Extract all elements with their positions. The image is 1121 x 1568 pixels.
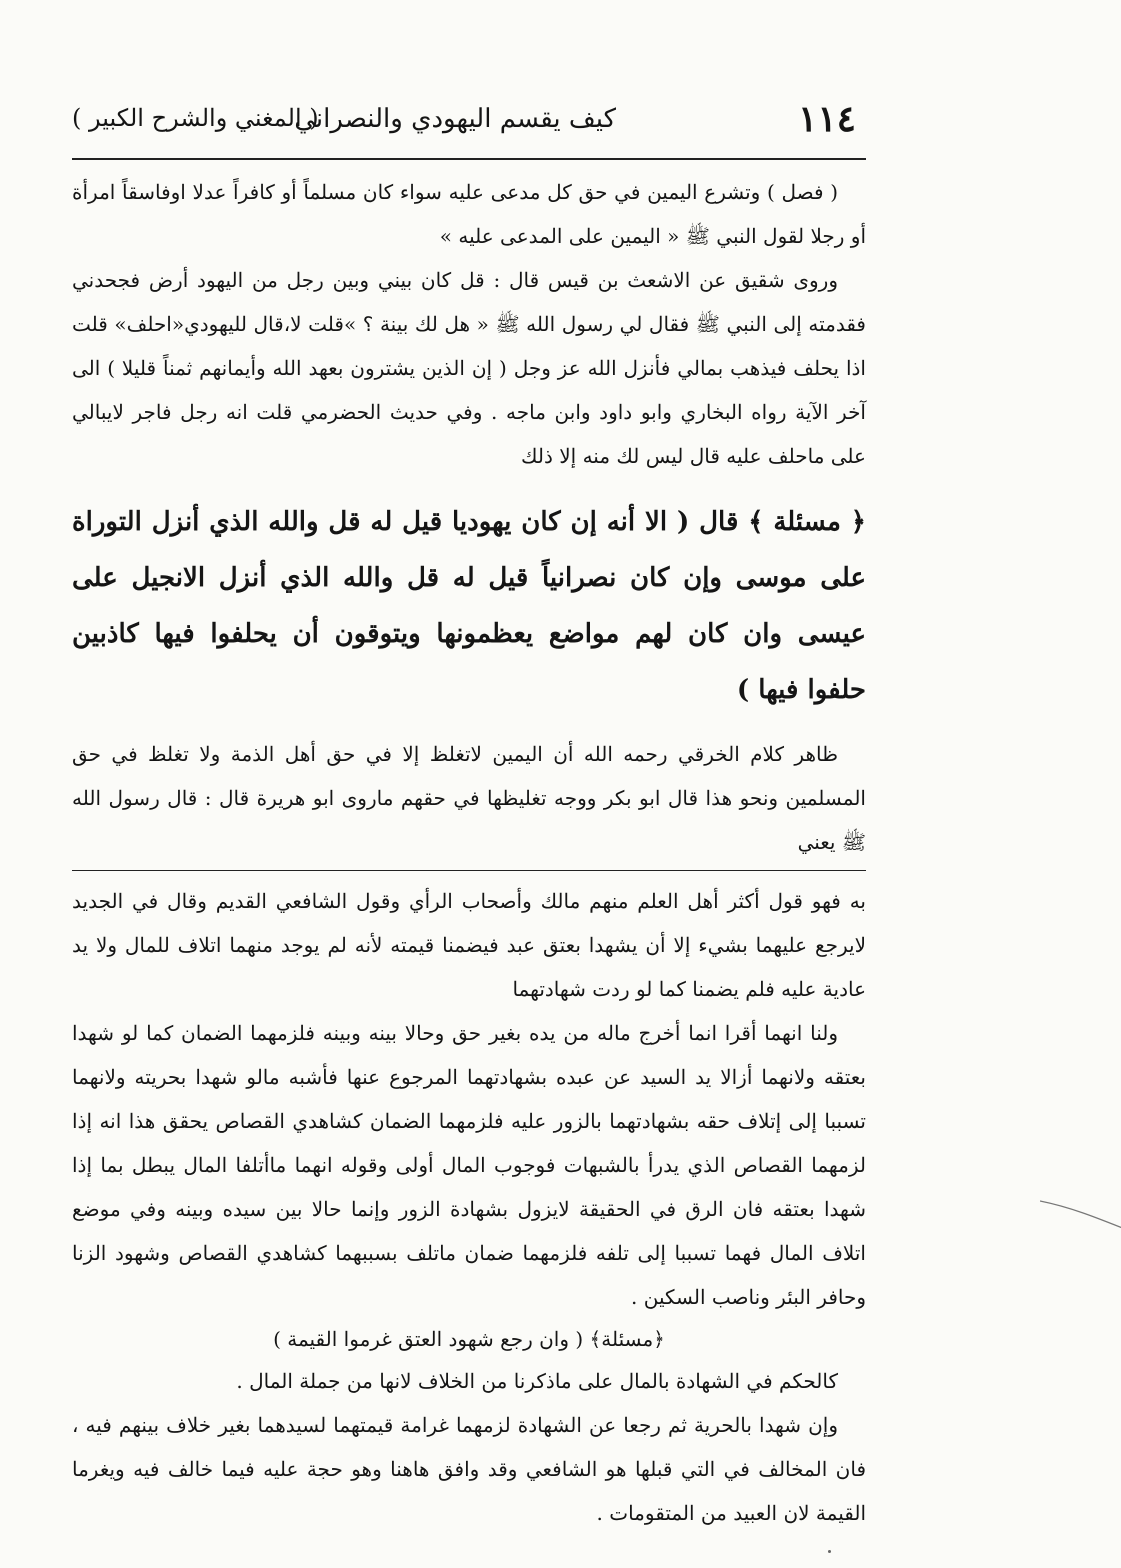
lower-paragraph: به فهو قول أكثر أهل العلم منهم مالك وأصحاب الرأي وقول الشافعي القديم وقال في الجديد لايرجع عليهما بشيء إلا أن يشهدا بعتق عبد فيضمنا قيمته لأنه لم يوجد منهما اتلاف للمال ولا يد عادية عليه فلم يضمنا كما لو ردت شهادتهما	[72, 889, 866, 1001]
masala2-heading: ﴿مسئلة﴾ ( وان رجع شهود العتق غرموا القيمة )	[273, 1327, 665, 1351]
section-divider	[72, 870, 866, 871]
lower-paragraph: ولنا انهما أقرا انما أخرج ماله من يده بغير حق وحالا بينه وبينه فلزمهما الضمان كما لو شهدا بعتقه ولانهما أزالا يد السيد عن عبده بشهادتهما المرجوع عنها فأشبه مالو شهدا بحريته ولانهما تسببا إلى إتلاف حقه بشهادتهما بالزور عليه فلزمهما الضمان كشاهدي القصاص يحقق هذا انه إذا لزمهما القصاص الذي يدرأ بالشبهات فوجوب المال أولى وقوله انهما ماأتلفا المال يبطل بما إذا شهدا بعتقه فان الرق في الحقيقة لايزول بشهادة الزور وإنما حالا بين سيده وبينه وفي موضع اتلاف المال فهما تسببا إلى تلفه فلزمهما ضمان ماتلف بسببهما كشاهدي القصاص وشهود الزنا وحافر البئر وناصب السكين .	[72, 1021, 866, 1309]
hadith-paragraph: وروى شقيق عن الاشعث بن قيس قال : قل كان بيني وبين رجل من اليهود أرض فجحدني فقدمته إلى النبي ﷺ فقال لي رسول الله ﷺ « هل لك بينة ؟ »قلت لا،قال لليهودي«احلف» قلت اذا يحلف فيذهب بمالي فأنزل الله عز وجل ( إن الذين يشترون بعهد الله وأيمانهم ثمناً قليلا ) الى آخر الآية رواه البخاري وابو داود وابن ماجه . وفي حديث الحضرمي قلت انه رجل فاجر لايبالي على ماحلف عليه قال ليس لك منه إلا ذلك	[72, 268, 866, 468]
explanation-paragraph: ظاهر كلام الخرقي رحمه الله أن اليمين لاتغلظ إلا في حق أهل الذمة ولا تغلظ في حق المسلمين ونحو هذا قال ابو بكر ووجه تغليظها في حقهم ماروى ابو هريرة قال : قال رسول الله ﷺ يعني	[72, 742, 866, 854]
lower-paragraph: وإن شهدا بالحرية ثم رجعا عن الشهادة لزمهما غرامة قيمتهما لسيدهما بغير خلاف بينهم فيه ، فان المخالف في التي قبلها هو الشافعي وقد وافق هاهنا وهو حجة عليه فيما خالف فيه ويغرما القيمة لان العبيد من المتقومات .	[72, 1413, 866, 1525]
header-rule	[72, 158, 866, 160]
book-page	[72, 98, 866, 1535]
scan-dot	[828, 1550, 831, 1553]
page-number: ١١٤	[797, 98, 856, 140]
scan-artifact-line	[1040, 1195, 1121, 1235]
book-title: ( المغني والشرح الكبير )	[72, 104, 319, 132]
running-title: كيف يقسم اليهودي والنصراني	[294, 104, 616, 134]
page-header	[72, 98, 866, 158]
masala-heading: ﴿ مسئلة ﴾ قال ( الا أنه إن كان يهوديا قيل له قل والله الذي أنزل التوراة على موسى وإن كان نصرانياً قيل له قل والله الذي أنزل الانجيل على عيسى وان كان لهم مواضع يعظمونها ويتوقون أن يحلفوا فيها كاذبين حلفوا فيها )	[72, 507, 866, 705]
lower-paragraph: كالحكم في الشهادة بالمال على ماذكرنا من الخلاف لانها من جملة المال .	[236, 1369, 838, 1393]
fasl-paragraph: ( فصل ) وتشرع اليمين في حق كل مدعى عليه سواء كان مسلماً أو كافراً عدلا اوفاسقاً امرأة أو رجلا لقول النبي ﷺ « اليمين على المدعى عليه »	[72, 180, 866, 248]
